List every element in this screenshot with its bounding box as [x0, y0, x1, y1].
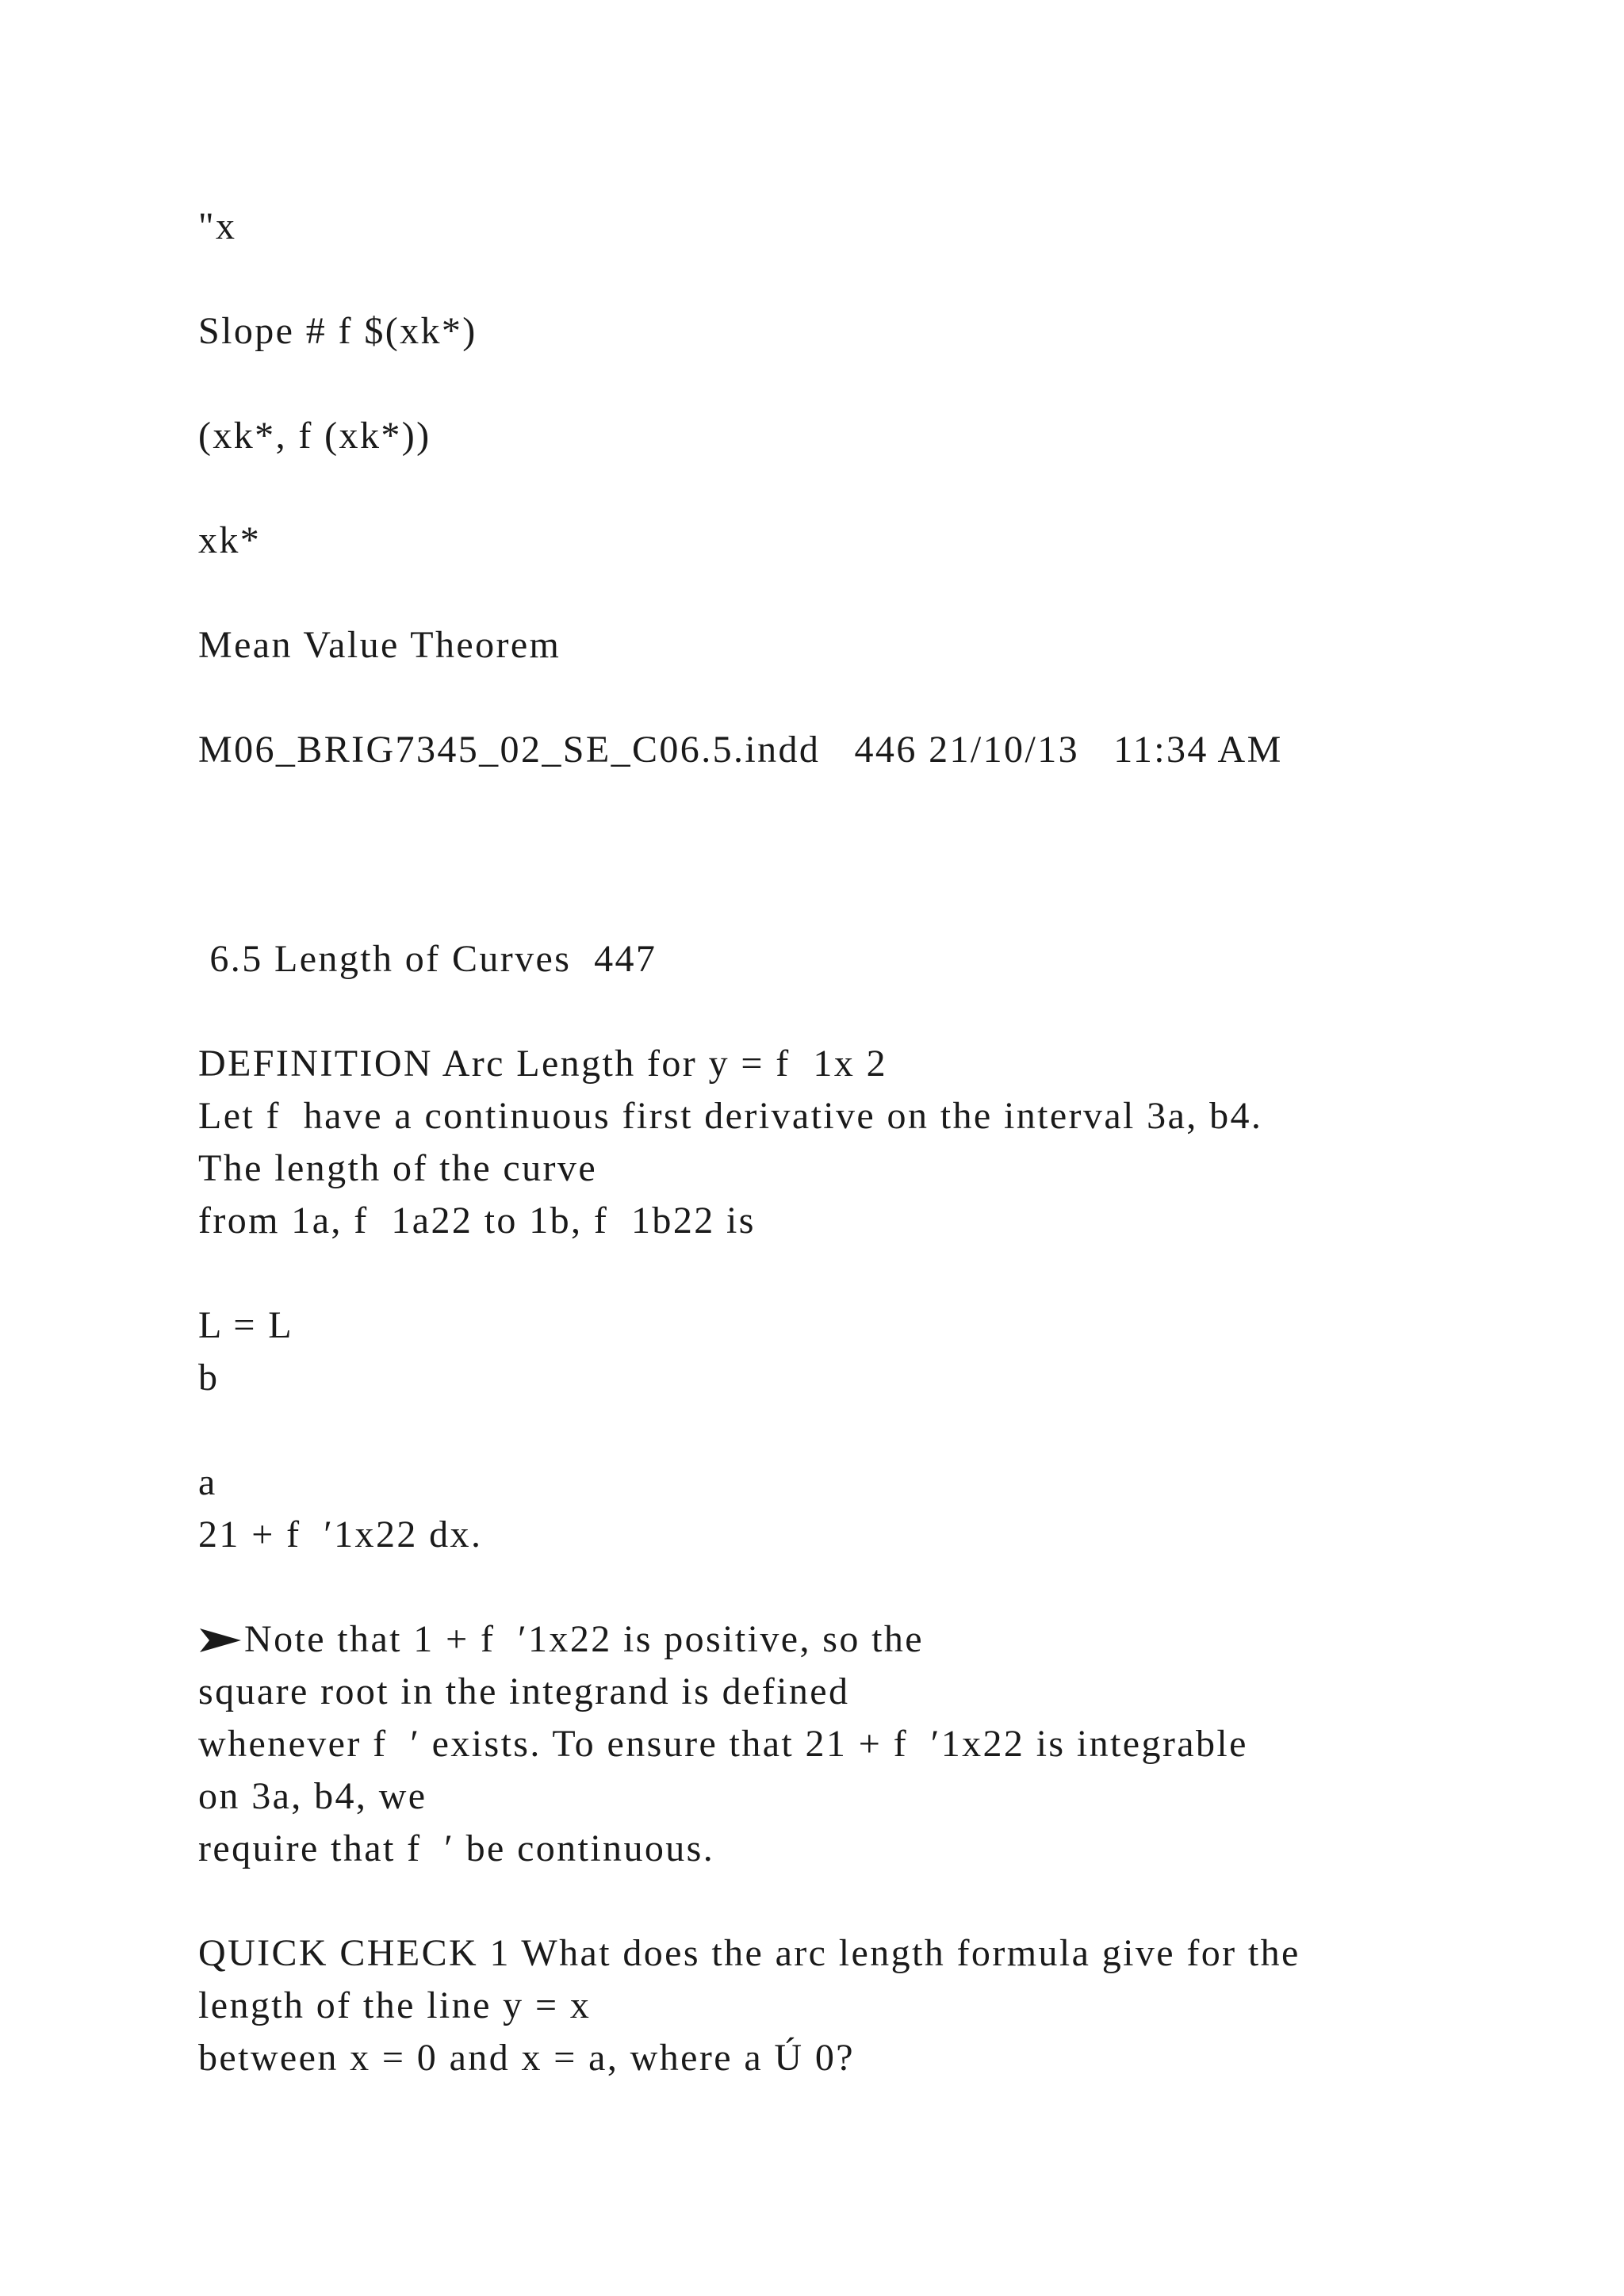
figure-caption: Mean Value Theorem — [198, 624, 561, 666]
margin-note-line: square root in the integrand is defined — [198, 1670, 850, 1712]
print-slug: M06_BRIG7345_02_SE_C06.5.indd 446 21/10/13 11:34 AM — [198, 729, 1283, 771]
running-header: 6.5 Length of Curves 447 — [198, 938, 657, 980]
formula-upper-limit: b — [198, 1357, 220, 1399]
figure-label-slope: Slope # f $(xk*) — [198, 310, 477, 352]
formula-line: L = L — [198, 1304, 293, 1346]
definition-body-line: Let f have a continuous first derivative on the interval 3a, b4. — [198, 1095, 1263, 1137]
right-arrowhead-icon — [198, 1627, 243, 1654]
margin-note-line: require that f ′ be continuous. — [198, 1827, 715, 1869]
quick-check-line: QUICK CHECK 1 What does the arc length formula give for the — [198, 1932, 1300, 1974]
margin-note-text: Note that 1 + f ′1x22 is positive, so the — [244, 1618, 924, 1660]
formula-lower-limit: a — [198, 1461, 217, 1503]
quick-check-line: length of the line y = x — [198, 1984, 592, 2026]
margin-note-line: whenever f ′ exists. To ensure that 21 + f ′1x22 is integrable — [198, 1723, 1248, 1765]
figure-label-xk: xk* — [198, 519, 262, 561]
margin-note-line: on 3a, b4, we — [198, 1775, 427, 1817]
margin-note-line — [198, 1618, 924, 1660]
figure-label-point: (xk*, f (xk*)) — [198, 415, 431, 457]
definition-body-line: The length of the curve — [198, 1147, 598, 1189]
definition-body-line: from 1a, f 1a22 to 1b, f 1b22 is — [198, 1200, 756, 1242]
quick-check-line: between x = 0 and x = a, where a Ú 0? — [198, 2037, 855, 2079]
formula-integrand: 21 + f ′1x22 dx. — [198, 1513, 483, 1556]
figure-label-delta-x: "x — [198, 205, 237, 247]
definition-title: DEFINITION Arc Length for y = f 1x 2 — [198, 1043, 888, 1085]
